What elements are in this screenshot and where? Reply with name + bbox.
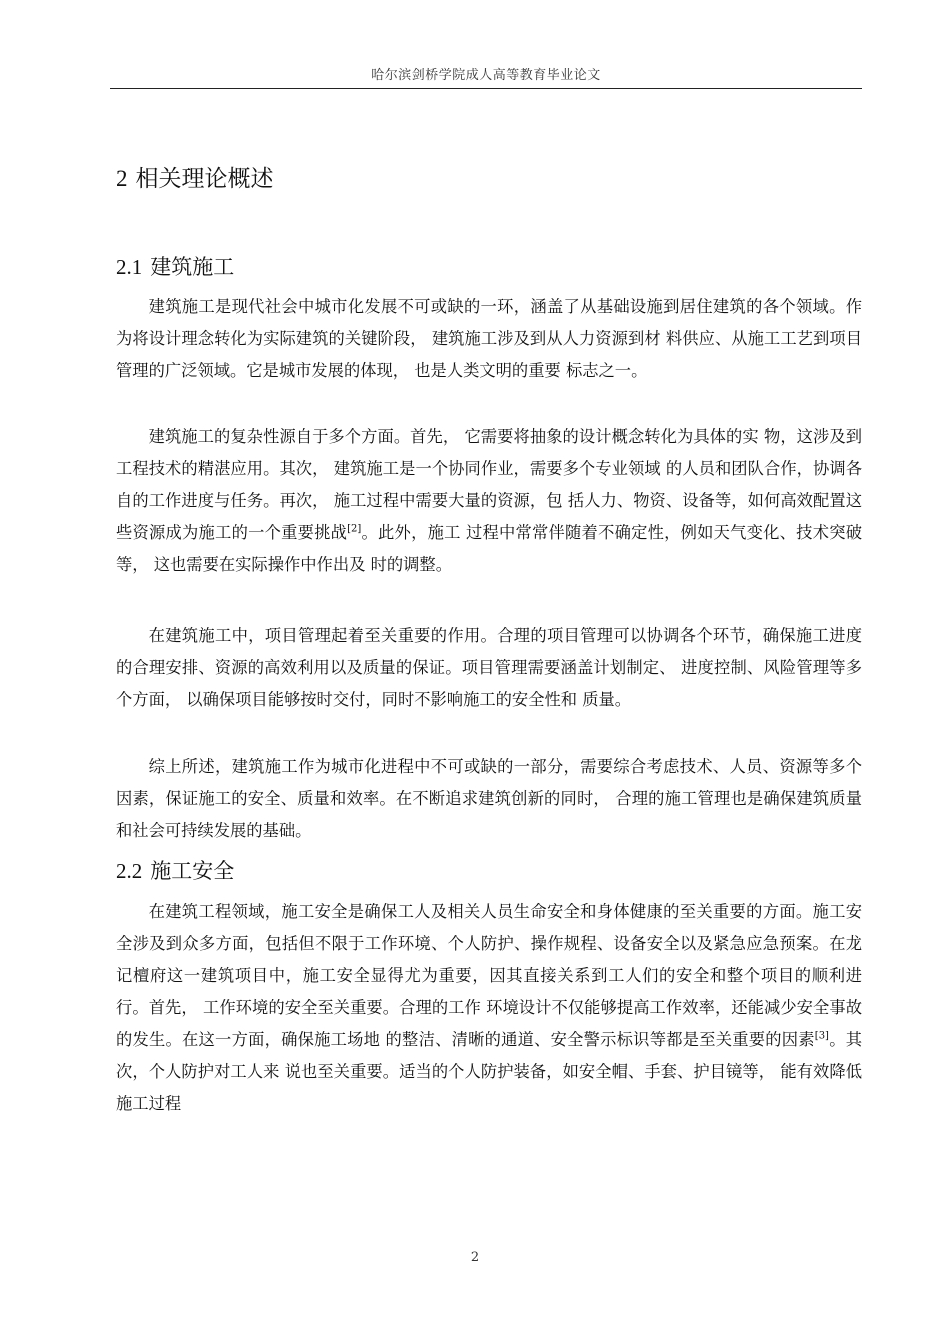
citation: [3] xyxy=(814,1030,829,1042)
citation: [2] xyxy=(347,523,362,535)
paragraph xyxy=(116,291,862,387)
page-number: 2 xyxy=(470,1250,480,1265)
section-number: 2.2 xyxy=(116,859,143,883)
paragraph xyxy=(116,896,862,1120)
paragraph-text: 综上所述，建筑施工作为城市化进程中不可或缺的一部分，需要综合考虑技术、人员、资源等多个因素，保证施工的安全、质量和效率。在不断追求建筑创新的同时， 合理的施工管理也是确保建筑质量和社会可持续发展的基础。 xyxy=(116,757,862,840)
chapter-heading xyxy=(116,160,274,193)
paragraph-text-continued: 。此外，施工 过程中常常伴随着不确定性，例如天气变化、技术突破等， 这也需要在实际操作中作出及 时的调整。 xyxy=(116,523,862,574)
section-title: 施工安全 xyxy=(150,859,235,883)
section-heading-2-1 xyxy=(116,251,234,281)
section-heading-2-2 xyxy=(116,855,234,885)
paragraph-text: 在建筑施工中，项目管理起着至关重要的作用。合理的项目管理可以协调各个环节，确保施工进度的合理安排、资源的高效利用以及质量的保证。项目管理需要涵盖计划制定、 进度控制、风险管理等多个方面， 以确保项目能够按时交付，同时不影响施工的安全性和 质量。 xyxy=(116,626,862,709)
paragraph-text-continued: 。其次，个人防护对工人来 说也至关重要。适当的个人防护装备，如安全帽、手套、护目镜等， 能有效降低施工过程 xyxy=(116,1030,862,1113)
chapter-number: 2 xyxy=(116,166,128,191)
paragraph xyxy=(116,751,862,847)
chapter-title: 相关理论概述 xyxy=(135,166,274,192)
section-number: 2.1 xyxy=(116,255,143,279)
paragraph xyxy=(116,620,862,716)
paragraph xyxy=(116,421,862,581)
paragraph-text: 建筑施工是现代社会中城市化发展不可或缺的一环，涵盖了从基础设施到居住建筑的各个领域。作为将设计理念转化为实际建筑的关键阶段， 建筑施工涉及到从人力资源到材 料供应、从施工工艺到项目管理的广泛领域。它是城市发展的体现， 也是人类文明的重要 标志之一。 xyxy=(116,297,862,380)
section-title: 建筑施工 xyxy=(150,255,235,279)
header-rule xyxy=(110,88,862,89)
paragraph-text: 在建筑工程领域，施工安全是确保工人及相关人员生命安全和身体健康的至关重要的方面。施工安全涉及到众多方面，包括但不限于工作环境、个人防护、操作规程、设备安全以及紧急应急预案。在龙记檀府这一建筑项目中，施工安全显得尤为重要，因其直接关系到工人们的安全和整个项目的顺利进行。首先， 工作环境的安全至关重要。合理的工作 环境设计不仅能够提高工作效率，还能减少安全事故的发生。在这一方面，确保施工场地 的整洁、清晰的通道、安全警示标识等都是至关重要的因素 xyxy=(116,902,862,1049)
running-header: 哈尔滨剑桥学院成人高等教育毕业论文 xyxy=(371,68,601,83)
paragraph-text: 建筑施工的复杂性源自于多个方面。首先， 它需要将抽象的设计概念转化为具体的实 物，这涉及到工程技术的精湛应用。其次， 建筑施工是一个协同作业，需要多个专业领域 的人员和团队合作，协调各自的工作进度与任务。再次， 施工过程中需要大量的资源，包 括人力、物资、设备等，如何高效配置这些资源成为施工的一个重要挑战 xyxy=(116,427,862,542)
